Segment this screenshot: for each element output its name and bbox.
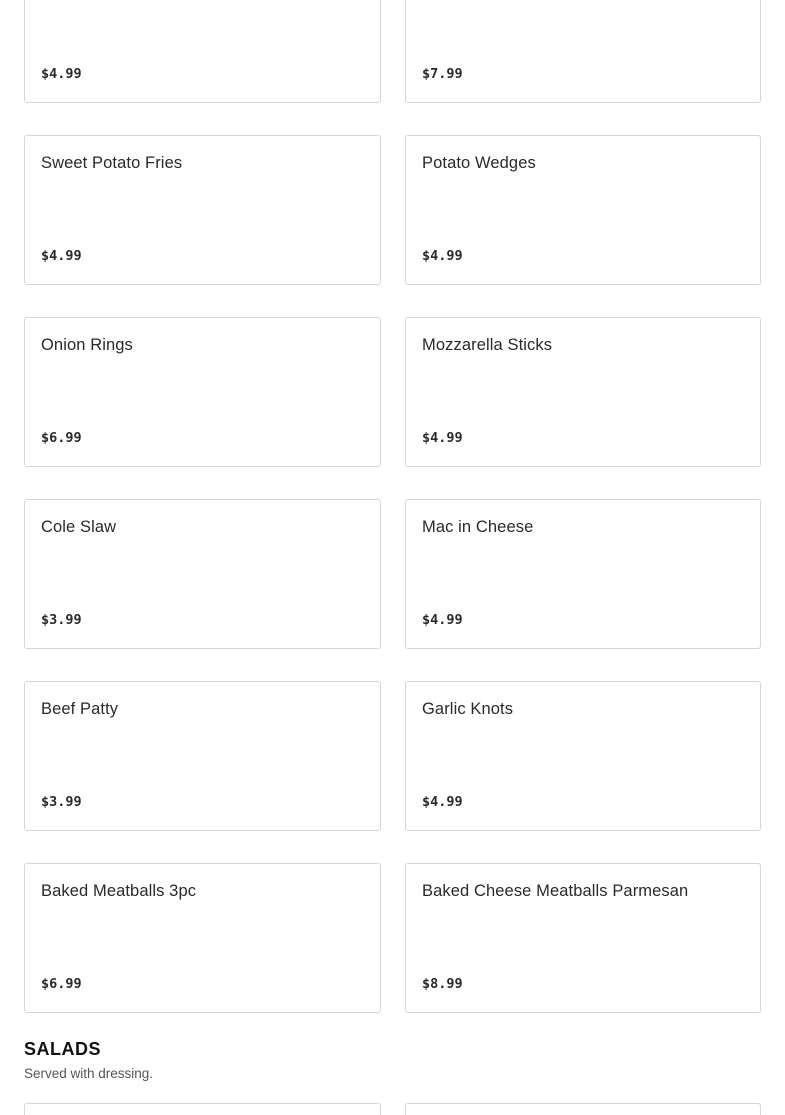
menu-item-card[interactable] bbox=[405, 135, 761, 285]
menu-item-card[interactable] bbox=[405, 317, 761, 467]
menu-item-price: $3.99 bbox=[41, 794, 82, 810]
menu-item-name: Mozzarella Sticks bbox=[422, 336, 553, 354]
menu-item-grid bbox=[24, 0, 761, 1013]
salads-section-header bbox=[24, 1038, 761, 1081]
menu-item-card[interactable] bbox=[24, 317, 381, 467]
menu-item-card[interactable] bbox=[24, 681, 381, 831]
menu-item-card[interactable] bbox=[405, 0, 761, 103]
menu-item-card[interactable] bbox=[405, 499, 761, 649]
salads-item-grid bbox=[24, 1103, 761, 1115]
menu-item-name: Beef Patty bbox=[41, 700, 119, 718]
menu-item-card[interactable] bbox=[24, 135, 381, 285]
menu-item-name: Potato Wedges bbox=[422, 154, 536, 172]
menu-item-name: Baked Meatballs 3pc bbox=[41, 882, 197, 900]
menu-item-price: $6.99 bbox=[41, 976, 82, 992]
section-title: SALADS bbox=[24, 1039, 102, 1059]
menu-item-card[interactable] bbox=[24, 863, 381, 1013]
section-description: Served with dressing. bbox=[24, 1066, 154, 1081]
menu-item-price: $4.99 bbox=[422, 612, 463, 628]
menu-item-price: $4.99 bbox=[41, 66, 82, 82]
menu-item-price: $4.99 bbox=[422, 430, 463, 446]
menu-item-card[interactable] bbox=[405, 681, 761, 831]
menu-item-card[interactable] bbox=[24, 499, 381, 649]
menu-item-price: $4.99 bbox=[422, 794, 463, 810]
menu-item-name: Garlic Knots bbox=[422, 700, 514, 718]
menu-item-name: Mac in Cheese bbox=[422, 518, 534, 536]
menu-item-price: $4.99 bbox=[41, 248, 82, 264]
menu-item-card[interactable] bbox=[24, 1103, 381, 1115]
menu-item-price: $3.99 bbox=[41, 612, 82, 628]
menu-item-name: Sweet Potato Fries bbox=[41, 154, 183, 172]
menu-item-card[interactable] bbox=[405, 863, 761, 1013]
menu-item-card[interactable] bbox=[405, 1103, 761, 1115]
menu-item-price: $4.99 bbox=[422, 248, 463, 264]
menu-item-price: $8.99 bbox=[422, 976, 463, 992]
menu-item-price: $6.99 bbox=[41, 430, 82, 446]
menu-item-name: Baked Cheese Meatballs Parmesan bbox=[422, 882, 689, 900]
menu-item-name: Onion Rings bbox=[41, 336, 133, 354]
menu-item-price: $7.99 bbox=[422, 66, 463, 82]
menu-item-card[interactable] bbox=[24, 0, 381, 103]
menu-item-name: Cole Slaw bbox=[41, 518, 117, 536]
